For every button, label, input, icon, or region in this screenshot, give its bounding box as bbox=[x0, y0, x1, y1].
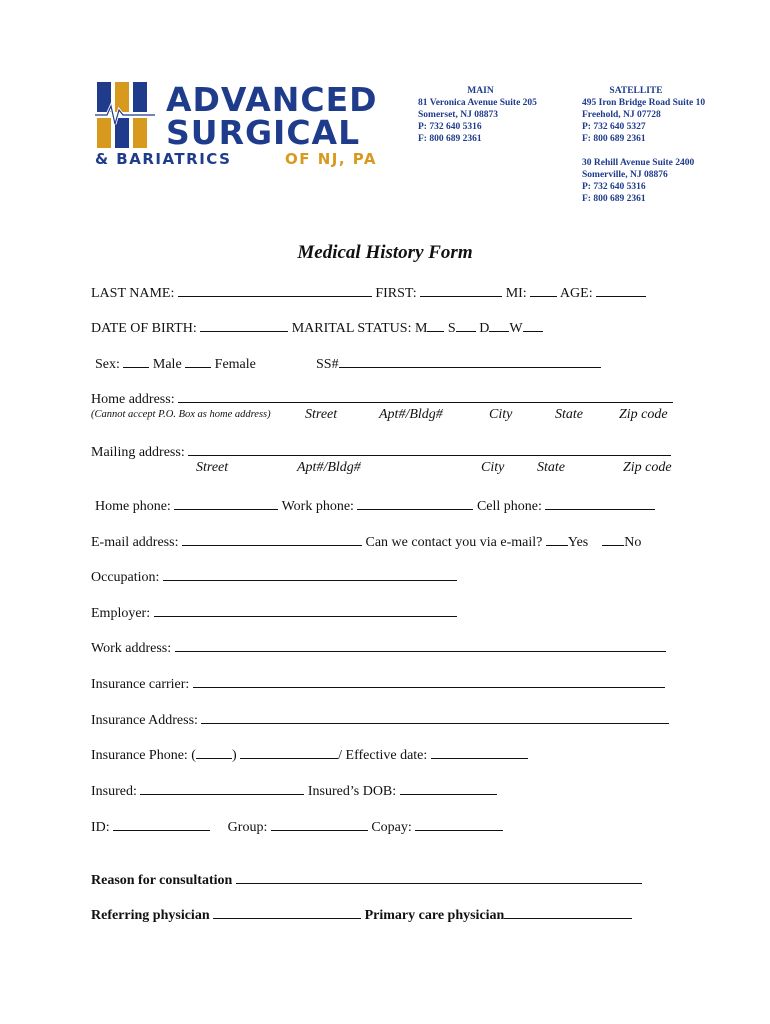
logo-emblem-icon bbox=[95, 80, 165, 152]
email-yes-field[interactable] bbox=[546, 533, 568, 546]
primary-care-label: Primary care physician bbox=[364, 908, 505, 923]
home-phone-label: Home phone: bbox=[95, 499, 171, 514]
satellite-office-2-line: P: 732 640 5316 bbox=[582, 182, 646, 192]
satellite-office-address bbox=[582, 85, 705, 145]
email-no-field[interactable] bbox=[602, 533, 624, 546]
insurance-address-label: Insurance Address: bbox=[91, 713, 198, 728]
marital-m-field[interactable] bbox=[427, 319, 444, 332]
insurance-carrier-label: Insurance carrier: bbox=[91, 677, 190, 692]
occupation-row bbox=[91, 568, 457, 587]
logo-word-bariatrics: & BARIATRICS bbox=[95, 150, 232, 168]
cell-phone-field[interactable] bbox=[545, 497, 655, 510]
reason-row bbox=[91, 871, 642, 890]
work-phone-field[interactable] bbox=[357, 497, 473, 510]
employer-label: Employer: bbox=[91, 606, 151, 621]
sex-label: Sex: bbox=[95, 357, 120, 372]
age-label: AGE: bbox=[559, 286, 593, 301]
group-field[interactable] bbox=[271, 818, 368, 831]
cell-phone-label: Cell phone: bbox=[476, 499, 542, 514]
insured-field[interactable] bbox=[140, 782, 304, 795]
occupation-field[interactable] bbox=[163, 568, 457, 581]
mail-state-label: State bbox=[537, 460, 565, 475]
marital-d-label: D bbox=[479, 321, 490, 336]
form-title: Medical History Form bbox=[297, 242, 473, 263]
email-row bbox=[91, 533, 641, 552]
sex-row bbox=[95, 355, 256, 374]
effective-date-label: / Effective date: bbox=[338, 748, 428, 763]
ss-row bbox=[316, 355, 601, 374]
satellite-office-line: F: 800 689 2361 bbox=[582, 134, 646, 144]
mailing-address-label: Mailing address: bbox=[91, 445, 185, 460]
marital-s-label: S bbox=[447, 321, 456, 336]
work-address-label: Work address: bbox=[91, 641, 172, 656]
email-contact-question: Can we contact you via e-mail? bbox=[365, 535, 543, 550]
first-name-field[interactable] bbox=[420, 284, 502, 297]
group-label: Group: bbox=[227, 820, 268, 835]
insurance-phone-row bbox=[91, 746, 528, 765]
mi-label: MI: bbox=[505, 286, 527, 301]
primary-care-field[interactable] bbox=[504, 906, 632, 919]
id-label: ID: bbox=[91, 820, 110, 835]
insured-row bbox=[91, 782, 497, 801]
dob-row bbox=[91, 319, 543, 338]
last-name-label: LAST NAME: bbox=[91, 286, 175, 301]
insurance-address-row bbox=[91, 711, 669, 730]
main-office-line: Somerset, NJ 08873 bbox=[418, 110, 498, 120]
last-name-field[interactable] bbox=[178, 284, 372, 297]
home-city-label: City bbox=[489, 407, 513, 422]
satellite-office-2-line: 30 Rehill Avenue Suite 2400 bbox=[582, 158, 695, 168]
mail-street-label: Street bbox=[196, 460, 229, 475]
referring-physician-field[interactable] bbox=[213, 906, 361, 919]
home-state-label: State bbox=[555, 407, 583, 422]
satellite-office-heading: SATELLITE bbox=[609, 86, 663, 96]
mail-zip-label: Zip code bbox=[623, 460, 672, 475]
effective-date-field[interactable] bbox=[431, 746, 528, 759]
logo-word-location: OF NJ, PA bbox=[285, 150, 378, 168]
reason-label: Reason for consultation bbox=[91, 873, 233, 888]
email-no-label: No bbox=[624, 535, 642, 550]
insurance-phone-field[interactable] bbox=[240, 746, 338, 759]
reason-field[interactable] bbox=[236, 871, 642, 884]
dob-field[interactable] bbox=[200, 319, 288, 332]
phone-row bbox=[95, 497, 655, 516]
main-office-line: 81 Veronica Avenue Suite 205 bbox=[418, 98, 537, 108]
id-field[interactable] bbox=[113, 818, 210, 831]
home-zip-label: Zip code bbox=[619, 407, 668, 422]
logo-word-advanced: ADVANCED bbox=[166, 80, 378, 119]
physician-row bbox=[91, 906, 632, 925]
work-address-field[interactable] bbox=[175, 639, 666, 652]
home-address-field[interactable] bbox=[178, 390, 673, 403]
referring-physician-label: Referring physician bbox=[91, 908, 210, 923]
home-street-label: Street bbox=[305, 407, 338, 422]
occupation-label: Occupation: bbox=[91, 570, 160, 585]
mailing-address-row bbox=[91, 443, 671, 462]
marital-w-label: W bbox=[509, 321, 523, 336]
female-label: Female bbox=[214, 357, 256, 372]
employer-row bbox=[91, 604, 457, 623]
email-yes-label: Yes bbox=[567, 535, 589, 550]
mail-city-label: City bbox=[481, 460, 505, 475]
mi-field[interactable] bbox=[530, 284, 557, 297]
email-label: E-mail address: bbox=[91, 535, 179, 550]
satellite-office-2-address bbox=[582, 157, 694, 205]
marital-d-field[interactable] bbox=[489, 319, 509, 332]
home-apt-label: Apt#/Bldg# bbox=[379, 407, 443, 422]
marital-label: MARITAL STATUS: M bbox=[291, 321, 428, 336]
insurance-phone-paren: ) bbox=[231, 748, 237, 763]
male-field[interactable] bbox=[123, 355, 149, 368]
first-name-label: FIRST: bbox=[375, 286, 417, 301]
insurance-carrier-row bbox=[91, 675, 665, 694]
insured-dob-field[interactable] bbox=[400, 782, 497, 795]
logo-word-surgical: SURGICAL bbox=[166, 113, 361, 152]
dob-label: DATE OF BIRTH: bbox=[91, 321, 197, 336]
mailing-address-field[interactable] bbox=[188, 443, 671, 456]
copay-field[interactable] bbox=[415, 818, 503, 831]
female-field[interactable] bbox=[185, 355, 211, 368]
copay-label: Copay: bbox=[371, 820, 412, 835]
male-label: Male bbox=[152, 357, 182, 372]
insurance-address-field[interactable] bbox=[201, 711, 669, 724]
main-office-address bbox=[418, 85, 543, 145]
main-office-line: F: 800 689 2361 bbox=[418, 134, 482, 144]
work-address-row bbox=[91, 639, 666, 658]
mail-apt-label: Apt#/Bldg# bbox=[297, 460, 361, 475]
satellite-office-line: 495 Iron Bridge Road Suite 10 bbox=[582, 98, 706, 108]
main-office-line: P: 732 640 5316 bbox=[418, 122, 482, 132]
marital-w-field[interactable] bbox=[523, 319, 543, 332]
main-office-heading: MAIN bbox=[467, 86, 494, 96]
insured-dob-label: Insured’s DOB: bbox=[307, 784, 397, 799]
insurance-area-code-field[interactable] bbox=[196, 746, 232, 759]
age-field[interactable] bbox=[596, 284, 646, 297]
name-row bbox=[91, 284, 646, 303]
home-address-label: Home address: bbox=[91, 392, 175, 407]
work-phone-label: Work phone: bbox=[281, 499, 354, 514]
home-phone-field[interactable] bbox=[174, 497, 278, 510]
insurance-phone-label: Insurance Phone: ( bbox=[91, 748, 196, 763]
insurance-carrier-field[interactable] bbox=[193, 675, 665, 688]
email-field[interactable] bbox=[182, 533, 362, 546]
ss-field[interactable] bbox=[339, 355, 601, 368]
po-box-note: (Cannot accept P.O. Box as home address) bbox=[91, 409, 271, 420]
satellite-office-2-line: F: 800 689 2361 bbox=[582, 194, 646, 204]
employer-field[interactable] bbox=[154, 604, 457, 617]
satellite-office-line: Freehold, NJ 07728 bbox=[582, 110, 661, 120]
id-group-copay-row bbox=[91, 818, 503, 837]
satellite-office-line: P: 732 640 5327 bbox=[582, 122, 646, 132]
ss-label: SS# bbox=[316, 357, 339, 372]
satellite-office-2-line: Somerville, NJ 08876 bbox=[582, 170, 668, 180]
marital-s-field[interactable] bbox=[456, 319, 476, 332]
insured-label: Insured: bbox=[91, 784, 137, 799]
